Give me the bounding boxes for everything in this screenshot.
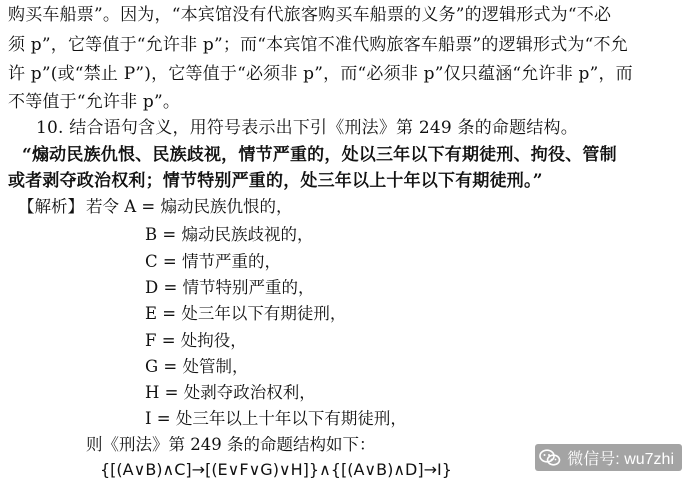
definition-h: H = 处剥夺政治权利， <box>145 383 316 402</box>
definition-e: E = 处三年以下有期徒刑， <box>145 304 347 323</box>
definition-f: F = 处拘役， <box>145 331 247 350</box>
analysis-intro: 若令 A = 煽动民族仇恨的， <box>86 197 293 216</box>
definition-g: G = 处管制， <box>145 357 249 376</box>
definition-d: D = 情节特别严重的， <box>145 278 315 297</box>
analysis-conclusion: 则《刑法》第 249 条的命题结构如下： <box>86 435 376 454</box>
definition-i: I = 处三年以上十年以下有期徒刑， <box>145 409 407 428</box>
watermark-text: 微信号: wu7zhi <box>567 451 674 468</box>
intro-line-3: 许 p”(或“禁止 P”)，它等值于“必须非 p”，而“必须非 p”仅只蕴涵“允许非 p”，而 <box>8 64 633 84</box>
formula: {[(A∨B)∧C]→[(E∨F∨G)∨H]}∧{[(A∨B)∧D]→I} <box>100 460 452 479</box>
intro-line-2: 须 p”，它等值于“允许非 p”；而“本宾馆不准代购旅客车船票”的逻辑形式为“不允 <box>8 35 628 55</box>
intro-line-1: 购买车船票”。因为，“本宾馆没有代旅客购买车船票的义务”的逻辑形式为“不必 <box>8 5 612 25</box>
definition-b: B = 煽动民族歧视的， <box>145 225 314 244</box>
question-quote-line-2: 或者剥夺政治权利；情节特别严重的，处三年以上十年以下有期徒刑。” <box>8 171 543 191</box>
analysis-label: 【解析】 <box>18 197 84 216</box>
question-quote-line-1: “煽动民族仇恨、民族歧视，情节严重的，处以三年以下有期徒刑、拘役、管制 <box>22 145 617 165</box>
question-title: 10. 结合语句含义，用符号表示出下引《刑法》第 249 条的命题结构。 <box>36 118 578 138</box>
wechat-icon <box>539 449 561 467</box>
definition-c: C = 情节严重的， <box>145 252 281 271</box>
watermark <box>535 444 682 471</box>
intro-line-4: 不等值于“允许非 p”。 <box>8 92 181 112</box>
